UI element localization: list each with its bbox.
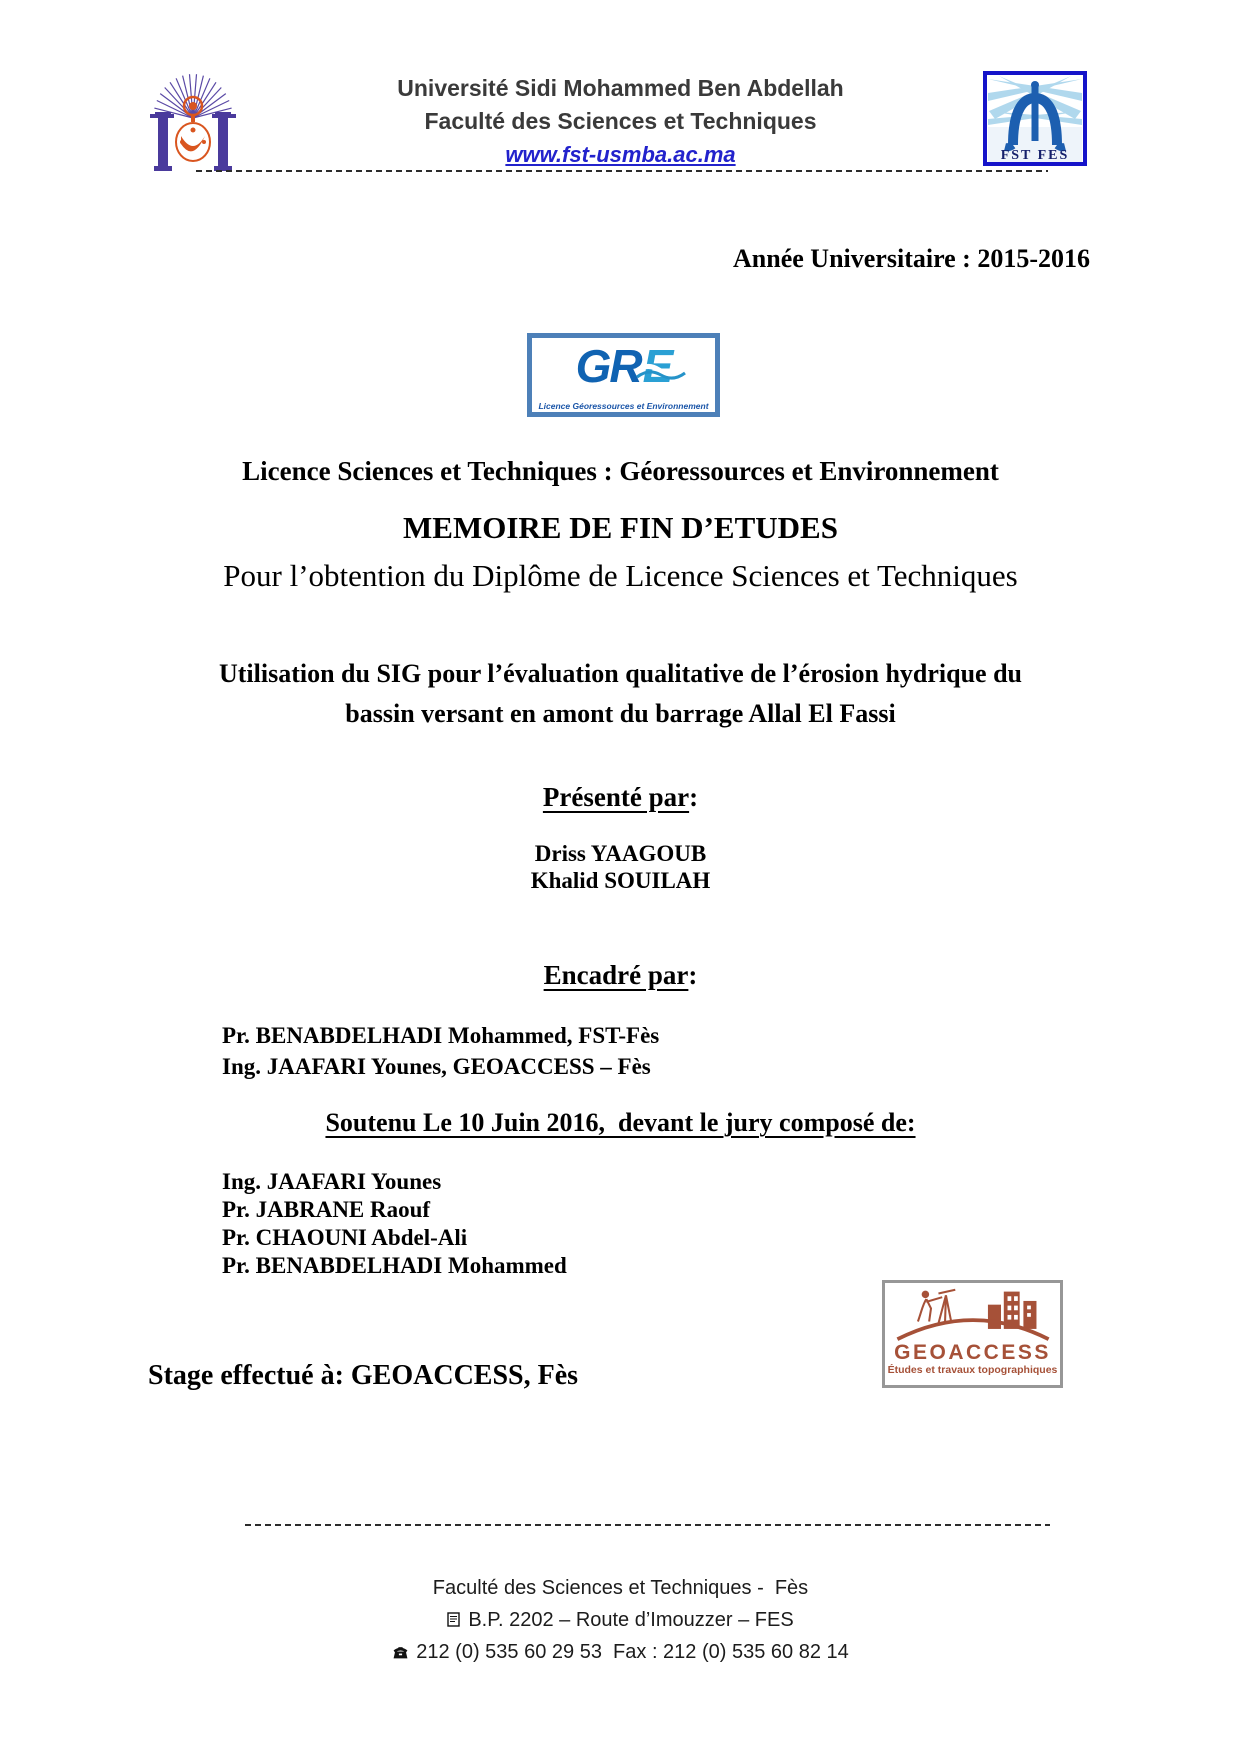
svg-text:FST FES: FST FES xyxy=(1000,148,1070,163)
footer-phone-line: 212 (0) 535 60 29 53 Fax : 212 (0) 535 60 82 14 xyxy=(0,1636,1241,1668)
university-emblem-logo xyxy=(148,70,238,176)
fst-fes-logo xyxy=(983,71,1087,166)
gre-letters xyxy=(532,338,715,396)
jury-list xyxy=(222,1168,567,1280)
gre-caption: Licence Géoressources et Environnement xyxy=(538,401,709,411)
memoir-purpose: Pour l’obtention du Diplôme de Licence Sciences et Techniques xyxy=(223,558,1018,593)
geoaccess-tagline: Études et travaux topographiques xyxy=(887,1364,1058,1376)
thesis-title-line1: Utilisation du SIG pour l’évaluation qualitative de l’érosion hydrique du xyxy=(218,659,1023,688)
phone-icon xyxy=(392,1644,409,1661)
academic-year: Année Universitaire : 2015-2016 xyxy=(733,244,1090,273)
fst-fes-icon xyxy=(983,71,1087,166)
supervised-by-heading: Encadré par: xyxy=(543,960,698,990)
gre-gr-text: GR xyxy=(575,340,641,392)
jury-member: Ing. JAAFARI Younes xyxy=(222,1169,442,1194)
jury-member: Pr. JABRANE Raouf xyxy=(222,1197,431,1222)
memoir-title: MEMOIRE DE FIN D’ETUDES xyxy=(403,510,838,545)
jury-member: Pr. BENABDELHADI Mohammed xyxy=(222,1253,567,1278)
gre-wave-icon xyxy=(635,360,687,386)
gre-logo xyxy=(527,333,720,417)
mail-document-icon xyxy=(447,1612,461,1628)
author-name: Khalid SOUILAH xyxy=(530,868,711,893)
footer-faculty-line: Faculté des Sciences et Techniques - Fès xyxy=(432,1576,809,1599)
header-divider xyxy=(196,170,1048,172)
footer-divider xyxy=(245,1524,1050,1526)
gre-e-text: E xyxy=(643,338,672,394)
faculty-name: Faculté des Sciences et Techniques xyxy=(424,108,817,134)
authors-list xyxy=(0,840,1241,894)
header-block xyxy=(250,72,991,171)
internship-line: Stage effectué à: GEOACCESS, Fès xyxy=(148,1360,579,1391)
presented-by-heading: Présenté par: xyxy=(542,782,699,812)
geoaccess-surveyor-icon xyxy=(889,1286,1057,1342)
geoaccess-name: GEOACCESS xyxy=(894,1341,1051,1364)
author-name: Driss YAAGOUB xyxy=(534,841,707,866)
geoaccess-logo xyxy=(882,1280,1063,1388)
program-title: Licence Sciences et Techniques : Géoressources et Environnement xyxy=(242,456,999,486)
supervisors-list xyxy=(222,1020,659,1082)
university-name: Université Sidi Mohammed Ben Abdellah xyxy=(397,75,844,101)
defense-heading: Soutenu Le 10 Juin 2016, devant le jury composé de: xyxy=(325,1108,916,1137)
footer-address-line: B.P. 2202 – Route d’Imouzzer – FES xyxy=(0,1604,1241,1636)
website-line xyxy=(250,138,991,171)
supervisor-name: Ing. JAAFARI Younes, GEOACCESS – Fès xyxy=(222,1054,651,1079)
jury-member: Pr. CHAOUNI Abdel-Ali xyxy=(222,1225,468,1250)
thesis-title xyxy=(0,654,1241,734)
supervisor-name: Pr. BENABDELHADI Mohammed, FST-Fès xyxy=(222,1023,660,1048)
university-emblem-icon xyxy=(148,70,238,176)
thesis-title-line2: bassin versant en amont du barrage Allal El Fassi xyxy=(345,699,896,728)
footer-block xyxy=(0,1572,1241,1668)
website-link[interactable]: www.fst-usmba.ac.ma xyxy=(505,142,736,167)
